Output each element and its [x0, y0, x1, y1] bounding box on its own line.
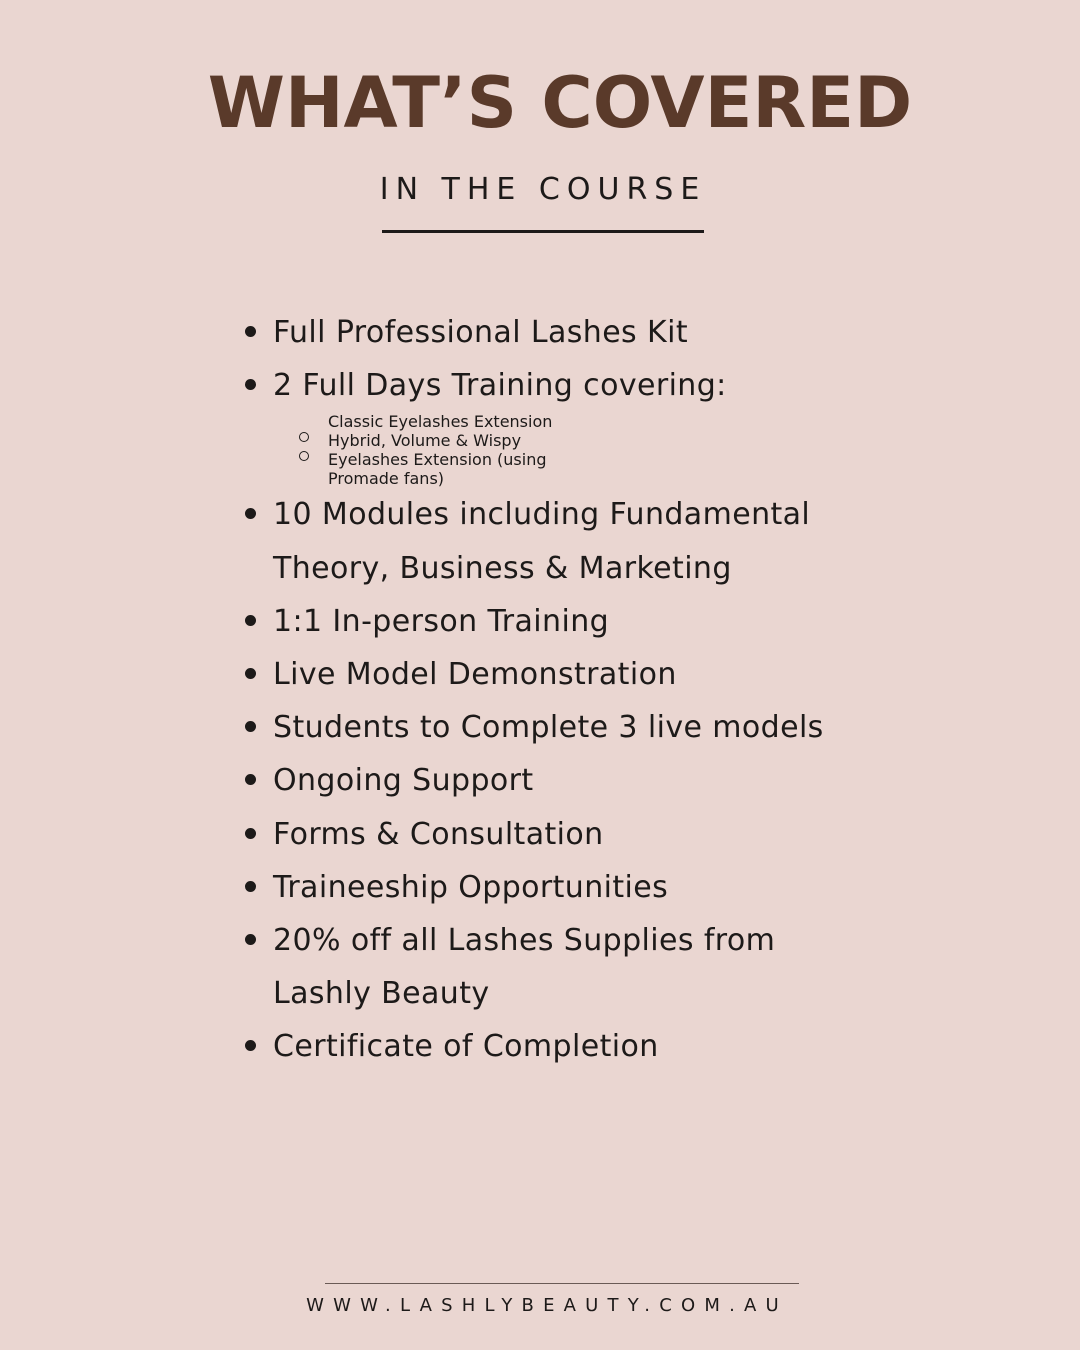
list-item [244, 1020, 924, 1073]
list-item [244, 488, 924, 594]
bullet-icon [245, 668, 256, 679]
page-title: WHAT’S COVERED [207, 62, 913, 144]
list-item [244, 648, 924, 701]
bullet-icon [245, 721, 256, 732]
page-subtitle: IN THE COURSE [379, 172, 707, 207]
list-item-text: 20% off all Lashes Supplies from [273, 923, 776, 959]
bullet-icon [245, 379, 256, 390]
list-item-text: Traineeship Opportunities [273, 869, 669, 905]
list-item-text: 1:1 In-person Training [273, 603, 610, 639]
bullet-icon [245, 326, 256, 337]
footer-divider [325, 1283, 799, 1284]
bullet-icon [245, 615, 256, 626]
list-item-text: Ongoing Support [273, 763, 534, 799]
list-item-text: 2 Full Days Training covering: [273, 368, 727, 404]
bullet-icon [245, 828, 256, 839]
list-item-text: Lashly Beauty [273, 976, 490, 1012]
list-item [244, 808, 924, 861]
sub-list-item-text: Eyelashes Extension (using [328, 450, 547, 470]
sub-list-item-text: Promade fans) [328, 469, 445, 489]
bullet-icon [245, 881, 256, 892]
title-divider [382, 230, 704, 233]
list-item [244, 861, 924, 914]
bullet-icon [245, 1040, 256, 1051]
list-item-text: 10 Modules including Fundamental [273, 497, 811, 533]
list-item-text: Theory, Business & Marketing [273, 550, 732, 586]
list-item-text: Full Professional Lashes Kit [273, 315, 688, 350]
list-item [244, 754, 924, 807]
list-item [244, 306, 924, 359]
hollow-bullet-icon [299, 451, 309, 461]
sub-list-item-text: Classic Eyelashes Extension [328, 412, 553, 432]
list-item-text: Students to Complete 3 live models [273, 710, 824, 746]
list-item-text: Certificate of Completion [273, 1029, 659, 1065]
course-contents-list [244, 306, 924, 1074]
list-item [244, 914, 924, 1020]
sub-list-item [244, 412, 924, 431]
list-item [244, 701, 924, 754]
list-item-text: Live Model Demonstration [273, 657, 677, 693]
bullet-icon [245, 774, 256, 785]
bullet-icon [245, 508, 256, 519]
list-item [244, 359, 924, 412]
website-url: WWW.LASHLYBEAUTY.COM.AU [306, 1295, 788, 1316]
list-item-text: Forms & Consultation [273, 816, 604, 852]
list-item [244, 595, 924, 648]
sub-list-item-text: Hybrid, Volume & Wispy [328, 431, 522, 451]
bullet-icon [245, 934, 256, 945]
sub-list-item [244, 431, 924, 488]
